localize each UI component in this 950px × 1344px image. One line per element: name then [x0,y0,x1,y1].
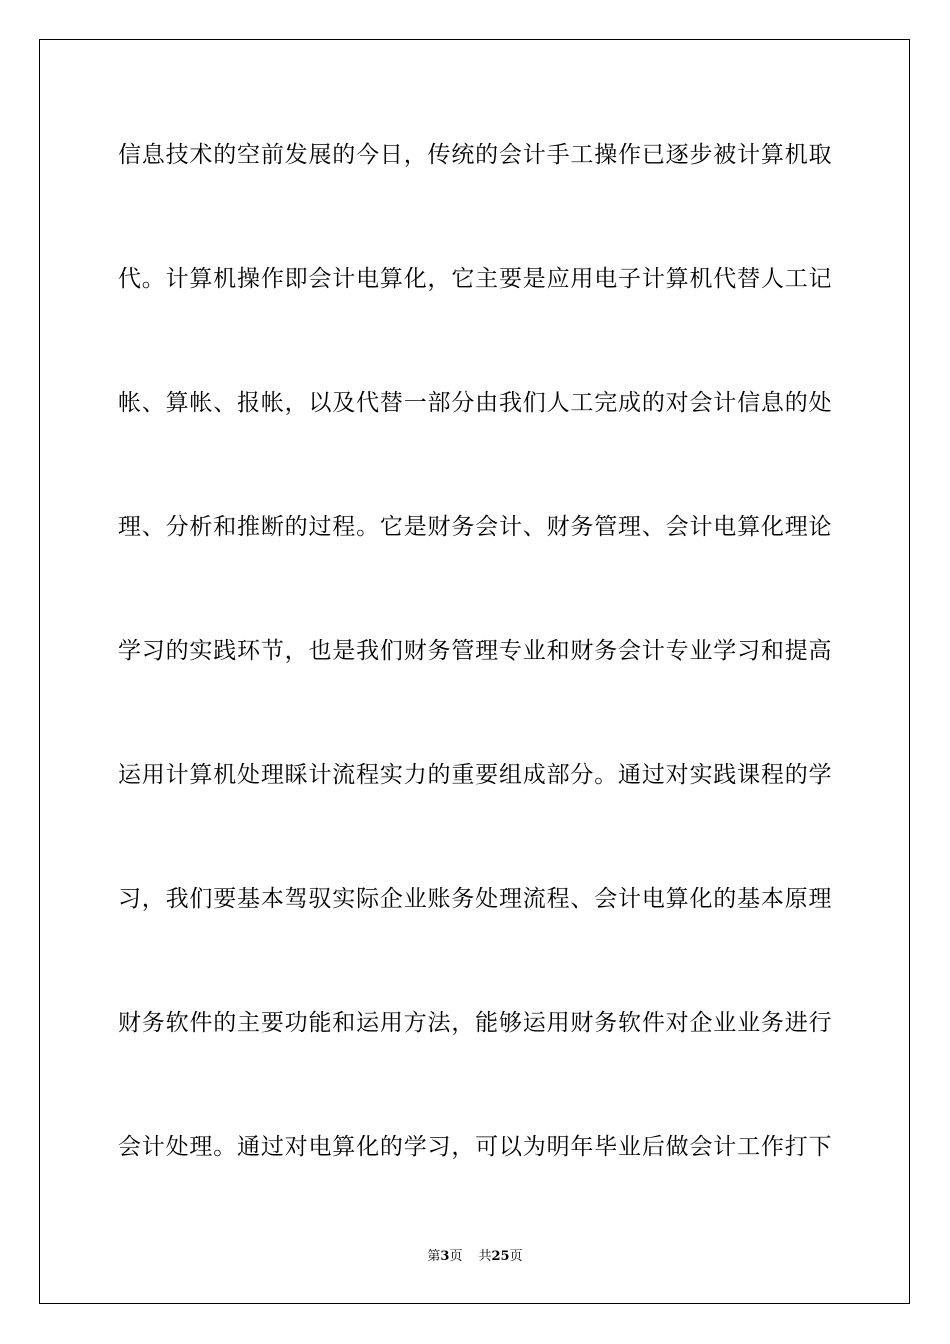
paragraph-line: 帐、算帐、报帐，以及代替一部分由我们人工完成的对会计信息的处 [118,390,832,416]
paragraph-line: 理、分析和推断的过程。它是财务会计、财务管理、会计电算化理论 [118,514,832,540]
total-prefix: 共 [478,1249,492,1264]
paragraph-line: 会计处理。通过对电算化的学习，可以为明年毕业后做会计工作打下 [118,1134,832,1160]
paragraph-line: 学习的实践环节，也是我们财务管理专业和财务会计专业学习和提高 [118,638,832,664]
paragraph-line: 财务软件的主要功能和运用方法，能够运用财务软件对企业业务进行 [118,1010,832,1036]
page-number: 3 [440,1249,450,1264]
paragraph-line: 代。计算机操作即会计电算化，它主要是应用电子计算机代替人工记 [118,266,832,292]
page-prefix: 第 [427,1249,441,1264]
paragraph-line: 信息技术的空前发展的今日，传统的会计手工操作已逐步被计算机取 [118,142,832,168]
page-footer [0,1248,950,1266]
total-suffix: 页 [509,1249,523,1264]
paragraph-line: 运用计算机处理睬计流程实力的重要组成部分。通过对实践课程的学 [118,762,832,788]
page-border [39,39,910,1304]
page-suffix: 页 [449,1249,463,1264]
paragraph-line: 习，我们要基本驾驭实际企业账务处理流程、会计电算化的基本原理 [118,886,832,912]
total-pages: 25 [491,1249,510,1264]
